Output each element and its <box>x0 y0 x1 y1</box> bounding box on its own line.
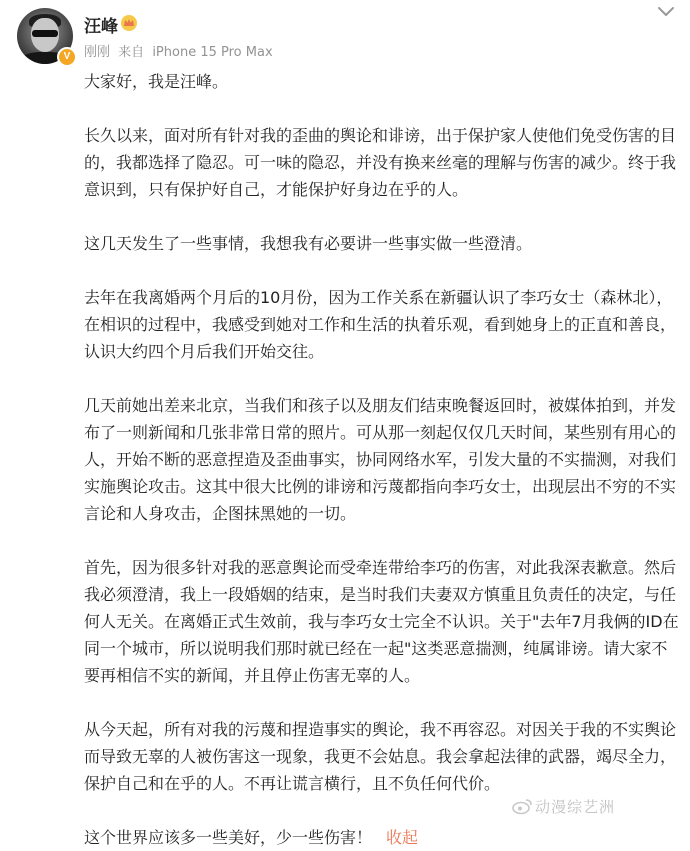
post-paragraph-last <box>84 824 680 851</box>
collapse-link[interactable]: 收起 <box>386 828 419 847</box>
post-paragraph-text: 这个世界应该多一些美好，少一些伤害！ <box>84 828 373 847</box>
source-prefix: 来自 <box>118 45 145 60</box>
post-paragraph: 首先，因为很多针对我的恶意舆论而受牵连带给李巧的伤害，对此我深表歉意。然后我必须澄清，我上一段婚姻的结束，是当时我们夫妻双方慎重且负责任的决定，与任何人无关。在离婚正式生效前，我与李巧女士完全不认识。关于"去年7月我俩的ID在同一个城市，所以说明我们那时就已经在一起"这类恶意揣测，纯属诽谤。请大家不要再相信不实的新闻，并且停止伤害无辜的人。 <box>84 558 679 685</box>
post-header <box>0 0 690 70</box>
post-paragraph: 几天前她出差来北京，当我们和孩子以及朋友们结束晚餐返回时，被媒体拍到，并发布了一则新闻和几张非常日常的照片。可从那一刻起仅仅几天时间，某些别有用心的人，开始不断的恶意捏造及歪曲事实，协同网络水军，引发大量的不实揣测，对我们实施舆论攻击。这其中很大比例的诽谤和污蔑都指向李巧女士，出现层出不穷的不实言论和人身攻击，企图抹黑她的一切。 <box>84 396 677 523</box>
chevron-down-icon[interactable] <box>656 4 676 20</box>
post-paragraph: 长久以来，面对所有针对我的歪曲的舆论和诽谤，出于保护家人使他们免受伤害的目的，我都选择了隐忍。可一味的隐忍，并没有换来丝毫的理解与伤害的减少。终于我意识到，只有保护好自己，才能保护好身边在乎的人。 <box>84 126 677 199</box>
watermark: 动漫综艺洲 <box>535 798 616 816</box>
crown-icon[interactable] <box>120 14 138 32</box>
post-paragraph: 这几天发生了一些事情，我想我有必要讲一些事实做一些澄清。 <box>84 234 533 253</box>
post-body <box>84 68 680 851</box>
post-time: 刚刚 <box>84 45 111 60</box>
post-paragraph: 去年在我离婚两个月后的10月份，因为工作关系在新疆认识了李巧女士（森林北），在相识的过程中，我感受到她对工作和生活的执着乐观，看到她身上的正直和善良，认识大约四个月后我们开始交往。 <box>84 288 677 361</box>
source-device[interactable]: iPhone 15 Pro Max <box>152 45 273 60</box>
avatar-glasses <box>32 30 58 37</box>
post-paragraph: 大家好，我是汪峰。 <box>84 72 229 91</box>
post-meta <box>84 41 277 60</box>
author-name[interactable]: 汪峰 <box>84 17 118 37</box>
post-paragraph: 从今天起，所有对我的污蔑和捏造事实的舆论，我不再容忍。对因关于我的不实舆论而导致无辜的人被伤害这一现象，我更不会姑息。我会拿起法律的武器，竭尽全力，保护自己和在乎的人。不再让谎言横行，且不负任何代价。 <box>84 720 677 793</box>
weibo-logo-icon <box>511 797 533 815</box>
v-badge-icon: V <box>57 47 77 67</box>
